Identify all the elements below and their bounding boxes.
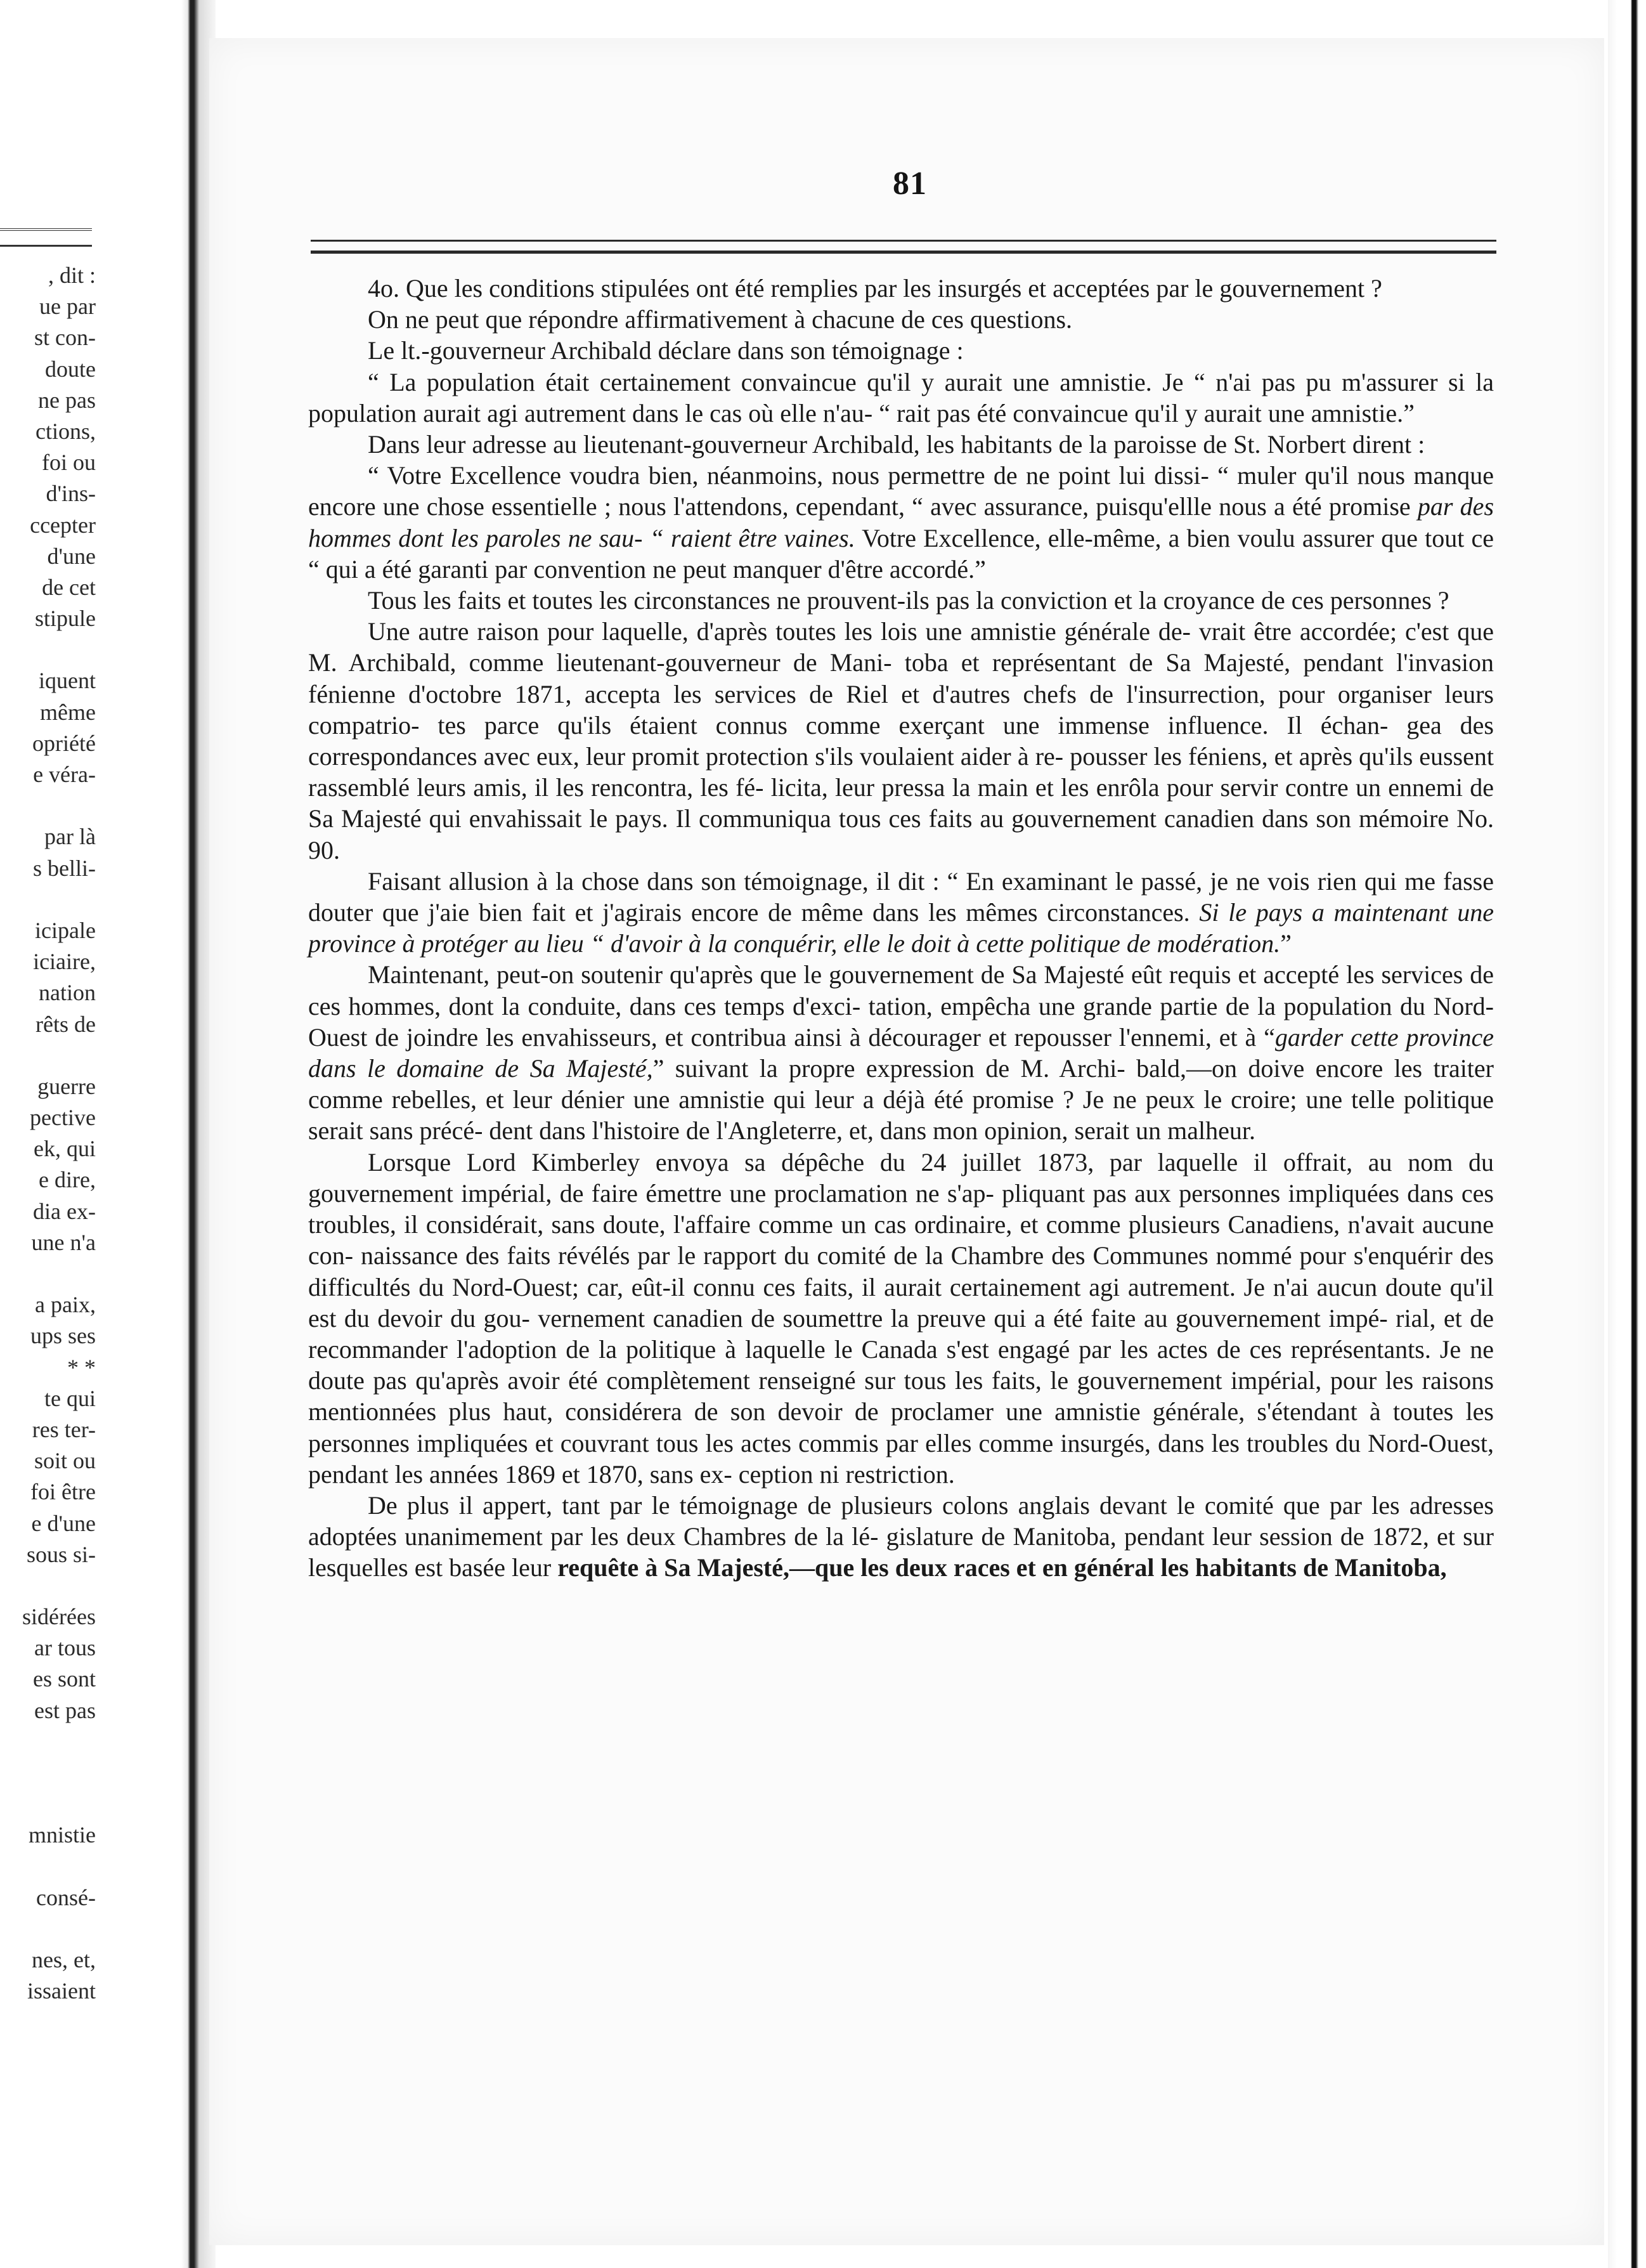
previous-page-text-fragments <box>0 260 105 2099</box>
previous-page-line <box>0 1789 105 1820</box>
previous-page-line <box>0 1757 105 1789</box>
previous-page-line: sous si- <box>26 1541 96 1567</box>
paragraph-testimony <box>308 866 1494 960</box>
previous-page-line: ctions, <box>36 418 96 444</box>
previous-page-line: ue par <box>39 294 96 320</box>
bold-run: requête à Sa Majesté,—que les deux races et en général les habitants de Manitoba, <box>557 1553 1447 1582</box>
text-run: Votre Excellence, elle-même, a bien voulu assurer que tout ce “ qui a été garanti par convention ne peut manquer d'être accordé.” <box>308 523 1494 583</box>
paragraph-fenian-invasion: Une autre raison pour laquelle, d'après toutes les lois une amnistie générale de- vrait être accordée; c'est que M. Archibald, comme lieutenant-gouverneur de Mani- toba et représentant de Sa Majesté, pendant l'invasion fénienne d'octobre 1871, accepta les services de Riel et d'autres chefs de l'insurrection, pour organiser leurs compatrio- tes parce qu'ils étaient connus comme exerçant une immense influence. Il échan- gea des correspondances avec eux, leur promit protection s'ils voulaient aider à re- pousser les féniens, et après qu'ils eussent rassemblé leurs amis, il les rencontra, les fé- licita, leur pressa la main et les enrôla pour servir contre un ennemi de Sa Majesté qui envahissait le pays. Il communiqua tous ces faits au gouvernement canadien dans son mémoire No. 90. <box>308 617 1494 864</box>
previous-page-line: même <box>40 699 96 725</box>
scan-edge <box>1608 0 1646 2268</box>
text-run: Maintenant, peut-on soutenir qu'après que le gouvernement de Sa Majesté eût requis et accepté les services de ces hommes, dont la conduite, dans ces temps d'exci- tation, empêcha une grande partie de la population du Nord-Ouest de joindre les envahisseurs, et contribua ainsi à décourager et repousser l'ennemi, et à “ <box>308 960 1494 1052</box>
text-run: ” suivant la propre expression de M. Archi- bald,—on doive encore les traiter comme rebelles, et leur dénier une amnistie qui leur a déjà été promise ? Je ne peux le croire; une telle politique serait sans précé- dent dans l'histoire de l'Angleterre, et, dans mon opinion, serait un malheur. <box>308 1054 1494 1145</box>
text-run: Faisant allusion à la chose dans son témoignage, il dit : “ En examinant le passé, je ne vois rien qui me fasse douter que j'aie bien fait et j'agirais encore de même dans les mêmes circonstances. <box>308 866 1494 927</box>
previous-page-line: foi ou <box>42 450 96 476</box>
previous-page-line <box>0 1570 105 1601</box>
previous-page-line: * * <box>67 1354 96 1380</box>
previous-page-line: ups ses <box>30 1323 96 1349</box>
text-run: “ Votre Excellence voudra bien, néanmoins, nous permettre de ne point lui dissi- “ muler qu'il nous manque encore une chose essentielle ; nous l'attendons, cependant, “ avec assurance, puisqu'ellle nous a été promise <box>308 461 1494 521</box>
previous-page-line: s belli- <box>33 855 96 881</box>
previous-page-line: par là <box>44 824 96 850</box>
previous-page-line: de cet <box>42 574 96 600</box>
previous-page-line <box>0 634 105 665</box>
previous-page-line: doute <box>45 356 96 382</box>
previous-page-line <box>0 790 105 821</box>
previous-page-line: guerre <box>37 1073 96 1099</box>
previous-page-line: consé- <box>36 1884 96 1910</box>
paragraph-conviction: Tous les faits et toutes les circonstances ne prouvent-ils pas la conviction et la croyance de ces personnes ? <box>368 586 1449 615</box>
paragraph-kimberley: Lorsque Lord Kimberley envoya sa dépêche du 24 juillet 1873, par laquelle il offrait, au nom du gouvernement impérial, de faire émettre une proclamation ne s'ap- pliquant pas aux personnes impliquées dans ces troubles, il considérait, sans doute, l'affaire comme un cas ordinaire, et comme plusieurs Canadiens, n'avait aucune con- naissance des faits révélés par le rapport du comité de la Chambre des Communes nommé pour s'enquérir des difficultés du Nord-Ouest; car, eût-il connu ces faits, il aurait certainement agi autrement. Je n'ai aucun doute qu'il est du devoir du gou- vernement canadien de soumettre la preuve qui a été faite au gouvernement impé- rial, et de recommander l'adoption de la politique à laquelle le Canada s'est engagé par les actes de ces représentants. Je ne doute pas qu'après avoir été complètement renseigné sur tous les faits, le gouvernement impérial, pour les raisons mentionnées plus haut, considérera de son devoir de proclamer une amnistie générale, s'étendant à toutes les personnes impliquées et couvrant tous les actes commis par elles comme insurgés, dans les troubles du Nord-Ouest, pendant les années 1869 et 1870, sans ex- ception ni restriction. <box>308 1147 1494 1489</box>
previous-page-line: dia ex- <box>33 1198 96 1224</box>
previous-page-line: nes, et, <box>32 1947 96 1973</box>
previous-page-line <box>0 1258 105 1289</box>
previous-page-line: soit ou <box>34 1448 96 1474</box>
page-body-text <box>308 273 1494 1584</box>
previous-page-line: , dit : <box>48 263 96 288</box>
previous-page-line: pective <box>30 1105 96 1131</box>
previous-page-line: d'ins- <box>46 481 96 507</box>
previous-page-rule <box>0 228 92 247</box>
previous-page-line: e d'une <box>31 1510 96 1536</box>
header-rule <box>311 240 1496 254</box>
previous-page-line <box>0 1851 105 1882</box>
previous-page-line: ccepter <box>30 512 96 538</box>
italic-run: Si le pays a maintenant une province à protéger au lieu “ d'avoir à la conquérir, elle le doit à cette politique de modération. <box>308 898 1494 958</box>
previous-page-line: sidérées <box>22 1604 96 1630</box>
quote-archibald: “ La population était certainement convaincue qu'il y aurait une amnistie. Je “ n'ai pas pu m'assurer si la population aurait agi autrement dans le cas où elle n'au- “ rait pas été convaincue qu'il y aurait une amnistie.” <box>308 367 1494 427</box>
paragraph-de-plus <box>308 1490 1494 1584</box>
previous-page-line: foi être <box>30 1479 96 1505</box>
paragraph-maintenant <box>308 959 1494 1146</box>
previous-page-line: est pas <box>34 1697 96 1723</box>
previous-page-line <box>0 1040 105 1071</box>
italic-run: par des hommes dont les paroles ne sau- “ raient être vaines. <box>308 492 1494 552</box>
previous-page-line: a paix, <box>35 1292 96 1318</box>
previous-page-line: st con- <box>34 325 96 351</box>
page-number: 81 <box>893 166 927 202</box>
paragraph-st-norbert: Dans leur adresse au lieutenant-gouverneur Archibald, les habitants de la paroisse de St. Norbert dirent : <box>368 430 1425 459</box>
italic-run: garder cette province dans le domaine de Sa Majesté, <box>308 1022 1494 1083</box>
previous-page-line: e véra- <box>33 762 96 787</box>
quote-st-norbert <box>308 460 1494 585</box>
paragraph-question-4: 4o. Que les conditions stipulées ont été remplies par les insurgés et acceptées par le gouvernement ? <box>368 274 1382 303</box>
previous-page-line: une n'a <box>31 1229 96 1255</box>
previous-page-line: issaient <box>27 1978 96 2004</box>
text-run: De plus il appert, tant par le témoignage de plusieurs colons anglais devant le comité que par les adresses adoptées unanimement par les deux Chambres de la lé- gislature de Manitoba, pendant leur session de 1872, et sur lesquelles est basée leur <box>308 1490 1494 1582</box>
previous-page-line: nation <box>39 980 96 1006</box>
previous-page-line: ne pas <box>38 387 96 413</box>
previous-page-line: es sont <box>33 1666 96 1692</box>
previous-page-line: opriété <box>32 730 96 756</box>
previous-page-line <box>0 1913 105 1945</box>
previous-page-line: d'une <box>47 543 96 569</box>
paragraph-affirmative: On ne peut que répondre affirmativement à chacune de ces questions. <box>368 305 1073 334</box>
previous-page-line: rêts de <box>36 1011 96 1037</box>
paragraph-archibald-intro: Le lt.-gouverneur Archibald déclare dans son témoignage : <box>368 336 964 365</box>
previous-page-line: e dire, <box>39 1167 96 1193</box>
previous-page-line: res ter- <box>32 1416 96 1442</box>
previous-page-line: te qui <box>44 1385 96 1411</box>
previous-page-line: icipale <box>35 917 96 943</box>
previous-page-line: ek, qui <box>34 1136 96 1162</box>
previous-page-line: iquent <box>39 668 96 694</box>
previous-page-line: stipule <box>35 606 96 632</box>
previous-page-line: mnistie <box>29 1822 96 1848</box>
previous-page-line <box>0 1726 105 1757</box>
text-run: ” <box>1280 929 1292 958</box>
previous-page-line <box>0 884 105 915</box>
previous-page-line: ar tous <box>34 1635 96 1661</box>
previous-page-line: iciaire, <box>33 949 96 975</box>
